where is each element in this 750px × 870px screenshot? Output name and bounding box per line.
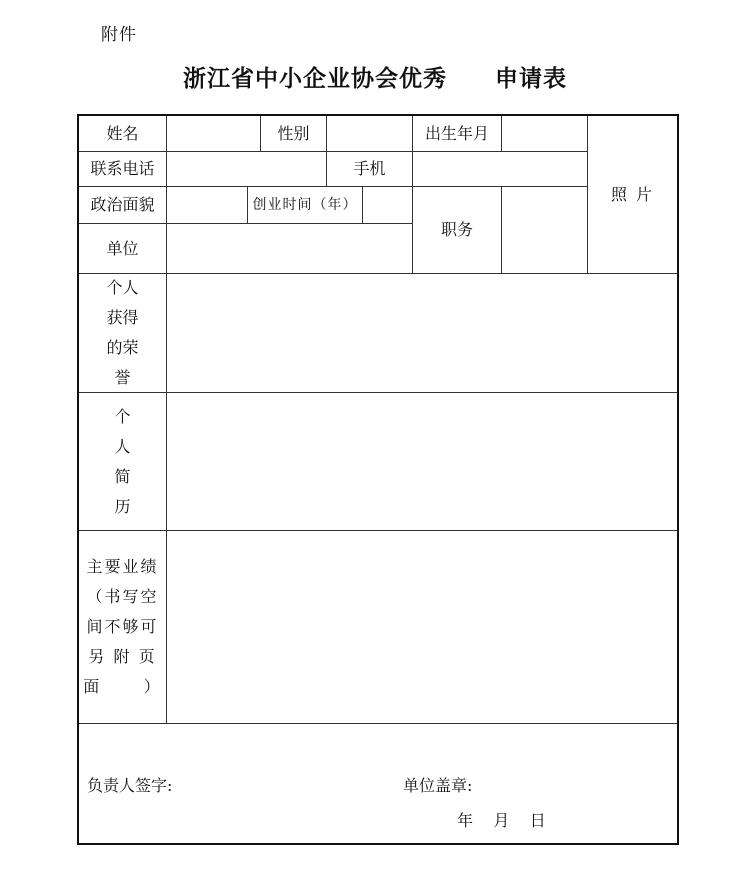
gender-label: 性别 [261,116,327,152]
gender-field[interactable] [327,116,413,152]
achievements-field[interactable] [167,531,677,724]
honors-line: 誉 [114,368,131,387]
start-time-field[interactable] [363,187,413,224]
achievements-line: （书写空 [86,587,159,606]
achievements-line: 主要业绩 [86,557,159,576]
achievements-label [79,531,167,724]
attachment-label: 附件 [101,25,137,45]
unit-field[interactable] [167,224,413,274]
signature-label: 负责人签字: [87,776,173,795]
honors-field[interactable] [167,274,677,393]
name-field[interactable] [167,116,261,152]
seal-label: 单位盖章: [403,776,473,795]
resume-line: 历 [114,496,131,516]
birth-label: 出生年月 [413,116,502,152]
position-label: 职务 [413,187,502,274]
birth-field[interactable] [502,116,588,152]
honors-label [79,274,167,393]
honors-line: 获得 [106,308,139,327]
resume-line: 个 [114,406,131,426]
resume-field[interactable] [167,393,677,531]
achievements-line: 间不够可 [86,617,159,636]
resume-line: 简 [114,466,131,486]
form-title [0,60,750,93]
honors-line: 个人 [106,278,139,297]
politics-field[interactable] [167,187,248,224]
resume-line: 人 [114,436,131,456]
achievements-line: 另 附 页 [88,647,157,666]
unit-label: 单位 [79,224,167,274]
politics-label: 政治面貌 [79,187,167,224]
honors-line: 的荣 [106,338,139,357]
resume-label [79,393,167,531]
photo-area[interactable]: 照 片 [588,116,677,274]
contact-field[interactable] [167,152,327,187]
title-right: 申请表 [495,65,567,92]
title-left: 浙江省中小企业协会优秀 [183,65,447,92]
contact-label: 联系电话 [79,152,167,187]
position-field[interactable] [502,187,588,274]
application-form [77,114,679,845]
achievements-line: 面 ） [83,677,162,696]
mobile-field[interactable] [413,152,588,187]
start-time-label: 创业时间（年） [248,187,363,224]
name-label: 姓名 [79,116,167,152]
mobile-label: 手机 [327,152,413,187]
date-label: 年 月 日 [457,811,546,830]
